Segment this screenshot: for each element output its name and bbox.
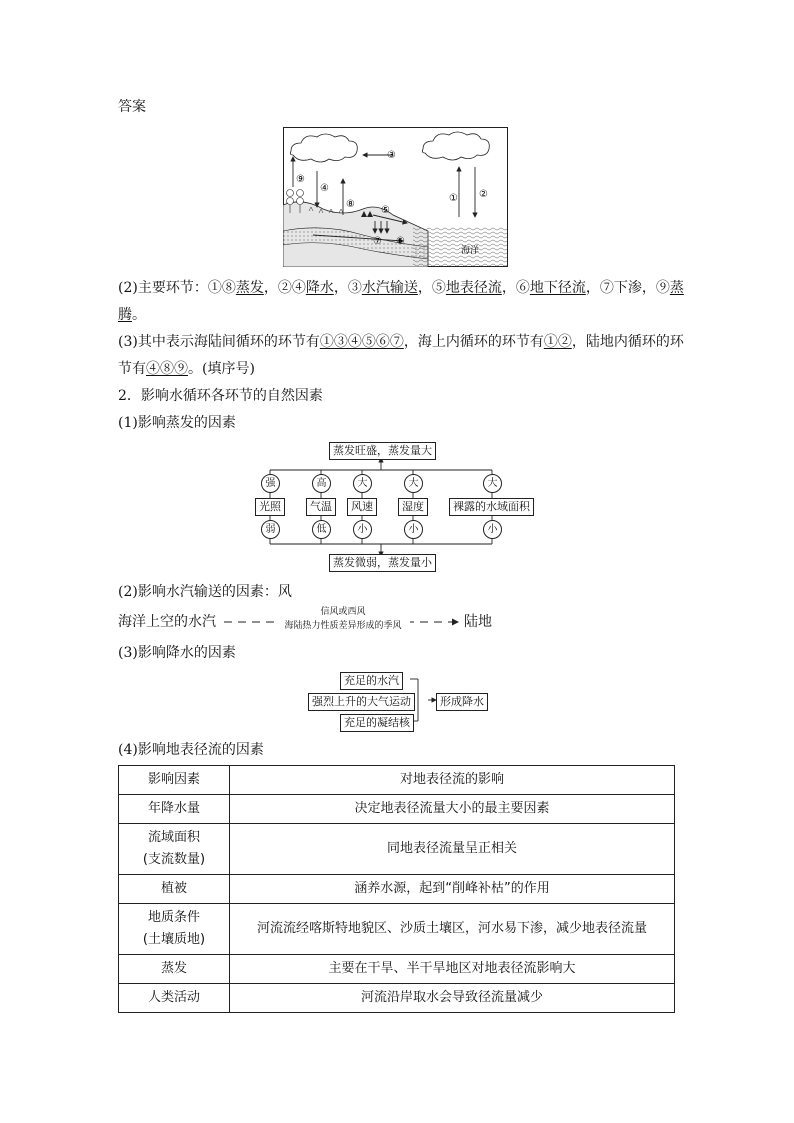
main-links-line-cont: 腾。 (118, 307, 146, 323)
cycle-types-line: (3)其中表示海陆间循环的环节有①③④⑤⑥⑦，海上内循环的环节有①②，陆地内循环的环 (118, 334, 684, 350)
section-2-heading: 2．影响水循环各环节的自然因素 (118, 388, 323, 404)
vapor-from: 海洋上空的水汽 (118, 614, 216, 630)
label-2: ② (479, 189, 488, 200)
factor-2-box: 气温 (306, 498, 336, 516)
answer-heading: 答案 (118, 99, 146, 115)
header-effect: 对地表径流的影响 (230, 766, 675, 795)
row-factor: 地质条件 (土壤质地) (119, 904, 230, 955)
row-factor: 蒸发 (119, 955, 230, 984)
vapor-label-upper: 信风或西风 (320, 607, 366, 617)
table-row (119, 955, 675, 984)
ocean-label: 海洋 (461, 246, 480, 256)
table-row (119, 824, 675, 875)
factor-5-box: 裸露的水域面积 (449, 498, 534, 516)
factor-4-box: 湿度 (398, 498, 428, 516)
row-effect: 涵养水源，起到“削峰补枯”的作用 (230, 875, 675, 904)
factor-1-high: 强 (261, 474, 280, 493)
row-effect: 河流流经喀斯特地貌区、沙质土壤区，河水易下渗，减少地表径流量 (230, 904, 675, 955)
label-9: ⑨ (296, 174, 305, 185)
row-effect: 主要在干旱、半干旱地区对地表径流影响大 (230, 955, 675, 984)
table-row (119, 984, 675, 1013)
label-5: ⑤ (381, 205, 390, 216)
factor-1-box: 光照 (255, 498, 285, 516)
label-1: ① (449, 193, 458, 204)
row-effect: 决定地表径流量大小的最主要因素 (230, 795, 675, 824)
evaporation-diagram (255, 440, 545, 572)
label-3: ③ (387, 150, 396, 161)
factor-3-high: 大 (353, 474, 372, 493)
table-row (119, 904, 675, 955)
factor-3-box: 风速 (347, 498, 377, 516)
evap-weak-box: 蒸发微弱，蒸发量小 (329, 554, 436, 572)
factor-5-low: 小 (483, 520, 502, 539)
label-4: ④ (320, 183, 329, 194)
label-6: ⑥ (396, 236, 405, 247)
factor-4-low: 小 (404, 520, 423, 539)
main-links-line: (2)主要环节：①⑧蒸发，②④降水，③水汽输送，⑤地表径流，⑥地下径流，⑦下渗，⑨蒸 (118, 280, 684, 296)
label-8: ⑧ (346, 199, 355, 210)
row-factor: 流域面积 (支流数量) (119, 824, 230, 875)
label-7: ⑦ (373, 236, 382, 247)
vapor-to: 陆地 (464, 614, 492, 630)
ocean (413, 227, 507, 266)
precip-item-2: 强烈上升的大气运动 (308, 693, 415, 711)
evap-title: (1)影响蒸发的因素 (118, 415, 236, 431)
evap-strong-box: 蒸发旺盛，蒸发量大 (329, 442, 436, 460)
water-cycle-diagram (283, 127, 508, 267)
precip-item-3: 充足的凝结核 (340, 714, 414, 732)
vapor-label-lower: 海陆热力性质差异形成的季风 (284, 621, 402, 631)
row-factor: 植被 (119, 875, 230, 904)
table-row (119, 795, 675, 824)
factor-3-low: 小 (353, 520, 372, 539)
table-header-row (119, 766, 675, 795)
vapor-title: (2)影响水汽输送的因素：风 (118, 584, 292, 600)
precip-title: (3)影响降水的因素 (118, 645, 236, 661)
factor-2-low: 低 (312, 520, 331, 539)
runoff-title: (4)影响地表径流的因素 (118, 742, 264, 758)
cycle-types-line-cont: 节有④⑧⑨。(填序号) (118, 361, 255, 377)
factor-1-low: 弱 (261, 520, 280, 539)
factor-5-high: 大 (483, 474, 502, 493)
row-effect: 河流沿岸取水会导致径流量减少 (230, 984, 675, 1013)
precip-result: 形成降水 (436, 693, 488, 711)
table-row (119, 875, 675, 904)
factor-4-high: 大 (404, 474, 423, 493)
runoff-table (118, 765, 675, 1013)
factor-2-high: 高 (312, 474, 331, 493)
row-factor: 人类活动 (119, 984, 230, 1013)
precip-item-1: 充足的水汽 (340, 672, 403, 690)
row-factor: 年降水量 (119, 795, 230, 824)
header-factor: 影响因素 (119, 766, 230, 795)
row-effect: 同地表径流量呈正相关 (230, 824, 675, 875)
